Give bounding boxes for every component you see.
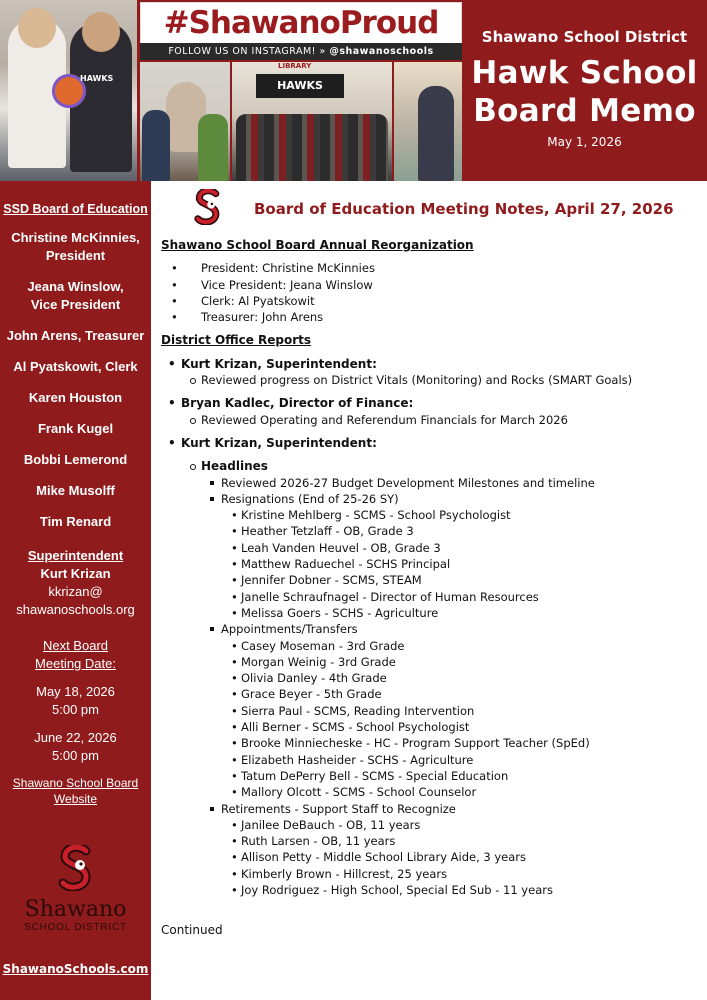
report-item: Reviewed progress on District Vitals (Monitoring) and Rocks (SMART Goals) — [161, 372, 701, 388]
shawano-proud-text: #ShawanoProud — [163, 5, 439, 41]
memo-date: May 1, 2026 — [547, 135, 622, 149]
instagram-bar — [140, 43, 462, 60]
list-item: • Elizabeth Hasheider - SCHS - Agriculture — [161, 752, 701, 768]
page-title: Board of Education Meeting Notes, April 27, 2026 — [254, 200, 674, 218]
member-name: Mike Musolff — [36, 483, 115, 498]
report-item: Reviewed Operating and Referendum Financials for March 2026 — [161, 412, 701, 428]
headlines-heading: Headlines — [161, 458, 701, 474]
member-name: Bobbi Lemerond — [23, 452, 128, 467]
meeting-date — [0, 683, 151, 719]
next-meeting-line: Next Board — [42, 638, 109, 653]
memo-title-line2: Board Memo — [473, 93, 696, 129]
students-photo — [0, 0, 137, 181]
list-item: • Olivia Danley - 4th Grade — [161, 670, 701, 686]
superintendent-name: Kurt Krizan — [40, 566, 111, 581]
logo-name: Shawano — [24, 897, 127, 922]
list-item: • Casey Moseman - 3rd Grade — [161, 638, 701, 654]
hawks-sign: HAWKS — [256, 74, 344, 98]
shawano-proud-banner — [140, 2, 462, 46]
group-photo — [232, 62, 392, 181]
resignations-heading: Resignations (End of 25-26 SY) — [161, 491, 701, 507]
kid-figure — [198, 114, 228, 181]
next-meeting-line: Meeting Date: — [35, 656, 116, 671]
member-name: Jeana Winslow, — [27, 279, 124, 294]
district-name: Shawano School District — [481, 28, 688, 46]
list-item: • Janelle Schraufnagel - Director of Human Resources — [161, 589, 701, 605]
district-website-link[interactable]: ShawanoSchools.com — [2, 962, 149, 976]
meeting-day: June 22, 2026 — [34, 730, 117, 745]
student-head — [82, 12, 120, 52]
reorg-heading: Shawano School Board Annual Reorganization — [161, 238, 474, 252]
superintendent-email[interactable] — [0, 583, 151, 619]
memo-title — [462, 54, 707, 130]
list-item: • Leah Vanden Heuvel - OB, Grade 3 — [161, 540, 701, 556]
list-item: • Mallory Olcott - SCMS - School Counselor — [161, 784, 701, 800]
list-item: • Alli Berner - SCMS - School Psychologist — [161, 719, 701, 735]
continued-note: Continued — [161, 923, 223, 937]
member-role: President — [45, 248, 106, 263]
meeting-day: May 18, 2026 — [36, 684, 115, 699]
meeting-date — [0, 729, 151, 765]
district-logo — [0, 845, 151, 933]
s-emblem-icon — [58, 845, 94, 891]
report-presenter: • Bryan Kadlec, Director of Finance: — [161, 395, 701, 411]
board-website-link[interactable] — [0, 775, 151, 807]
board-member — [0, 229, 151, 265]
board-heading: SSD Board of Education — [3, 202, 148, 216]
header-banner — [0, 0, 707, 181]
superintendent-heading: Superintendent — [27, 548, 124, 563]
list-item: • Heather Tetzlaff - OB, Grade 3 — [161, 523, 701, 539]
officer-list — [161, 260, 701, 325]
logo-subtitle: SCHOOL DISTRICT — [24, 922, 127, 933]
sidebar — [0, 181, 151, 1000]
dog-and-kids-photo — [140, 62, 230, 181]
classroom-photo — [394, 62, 462, 181]
board-member — [0, 451, 151, 469]
link-text: Shawano School Board — [12, 776, 139, 790]
meeting-time: 5:00 pm — [52, 702, 99, 717]
s-emblem-icon — [193, 189, 223, 225]
list-item: • Clerk: Al Pyatskowit — [161, 293, 701, 309]
list-item: • Allison Petty - Middle School Library Aide, 3 years — [161, 849, 701, 865]
retirements-heading: Retirements - Support Staff to Recognize — [161, 801, 701, 817]
board-member — [0, 327, 151, 345]
board-member — [0, 358, 151, 376]
instagram-handle: @shawanoschools — [329, 46, 434, 57]
list-item: • Janilee DeBauch - OB, 11 years — [161, 817, 701, 833]
list-item: • Matthew Raduechel - SCHS Principal — [161, 556, 701, 572]
member-name: Frank Kugel — [37, 421, 114, 436]
list-item: • Treasurer: John Arens — [161, 309, 701, 325]
board-member — [0, 513, 151, 531]
student-head — [18, 8, 56, 48]
email-part: shawanoschools.org — [16, 602, 135, 617]
next-meeting-heading — [0, 637, 151, 673]
member-name: Al Pyatskowit, Clerk — [13, 359, 138, 374]
list-item: • Ruth Larsen - OB, 11 years — [161, 833, 701, 849]
district-reports-heading: District Office Reports — [161, 333, 312, 348]
list-item: • Morgan Weinig - 3rd Grade — [161, 654, 701, 670]
list-item: • Grace Beyer - 5th Grade — [161, 686, 701, 702]
link-text: Website — [53, 792, 98, 806]
list-item: • Vice President: Jeana Winslow — [161, 277, 701, 293]
hoodie-text: HAWKS — [80, 74, 114, 83]
meeting-time: 5:00 pm — [52, 748, 99, 763]
board-member — [0, 278, 151, 314]
list-item: • Tatum DePerry Bell - SCMS - Special Education — [161, 768, 701, 784]
board-member — [0, 389, 151, 407]
library-sign: LIBRARY — [278, 62, 312, 70]
member-role: Vice President — [30, 297, 121, 312]
list-item: • Melissa Goers - SCHS - Agriculture — [161, 605, 701, 621]
report-item: Reviewed 2026-27 Budget Development Milestones and timeline — [161, 475, 701, 491]
list-item: • President: Christine McKinnies — [161, 260, 701, 276]
list-item: • Joy Rodriguez - High School, Special Ed Sub - 11 years — [161, 882, 701, 898]
report-presenter: • Kurt Krizan, Superintendent: — [161, 356, 701, 372]
board-member — [0, 420, 151, 438]
list-item: • Sierra Paul - SCMS, Reading Intervention — [161, 703, 701, 719]
main-content — [151, 181, 707, 1000]
instagram-prefix: FOLLOW US ON INSTAGRAM! » — [168, 46, 326, 57]
report-presenter: • Kurt Krizan, Superintendent: — [161, 435, 701, 451]
appointments-heading: Appointments/Transfers — [161, 621, 701, 637]
meeting-notes — [161, 237, 701, 898]
student-figure — [418, 86, 454, 181]
member-name: Tim Renard — [39, 514, 112, 529]
email-part: kkrizan@ — [48, 584, 103, 599]
list-item: • Kimberly Brown - Hillcrest, 25 years — [161, 866, 701, 882]
list-item: • Kristine Mehlberg - SCMS - School Psychologist — [161, 507, 701, 523]
list-item: • Jennifer Dobner - SCMS, STEAM — [161, 572, 701, 588]
crowd-figures — [236, 114, 388, 181]
member-name: John Arens, Treasurer — [6, 328, 145, 343]
board-member — [0, 482, 151, 500]
memo-title-line1: Hawk School — [471, 55, 698, 91]
member-name: Christine McKinnies, — [11, 230, 140, 245]
member-name: Karen Houston — [28, 390, 123, 405]
kid-figure — [142, 110, 170, 181]
list-item: • Brooke Minniecheske - HC - Program Support Teacher (SpEd) — [161, 735, 701, 751]
memo-title-block — [462, 0, 707, 181]
